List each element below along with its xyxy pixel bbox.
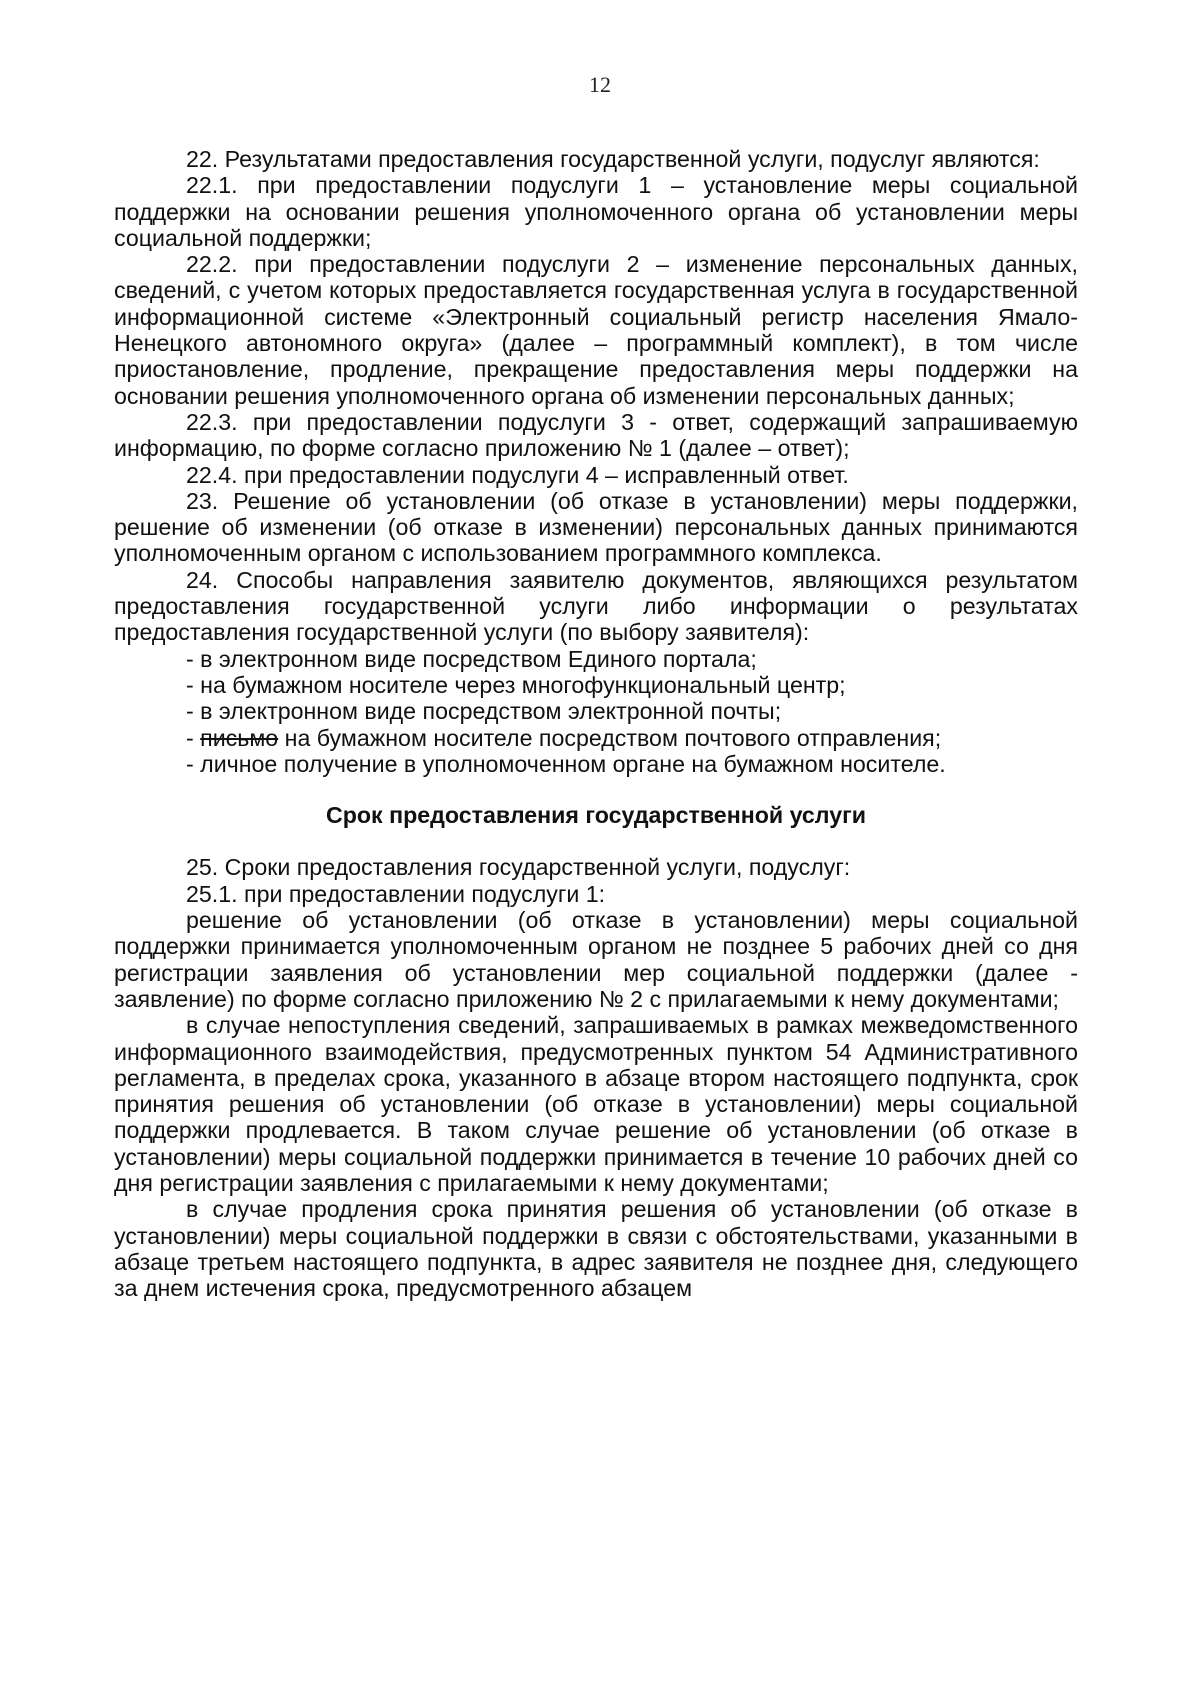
paragraph-23: 23. Решение об установлении (об отказе в установлении) меры поддержки, решение об изменении (об отказе в изменении) персональных данных принимаются уполномоченным органом с использованием программного комплекса. — [114, 487, 1078, 567]
paragraph-22: 22. Результатами предоставления государственной услуги, подуслуг являются: — [186, 146, 1040, 172]
paragraph-25-1-c: в случае продления срока принятия решения об установлении (об отказе в установлении) меры социальной поддержки в связи с обстоятельствами, указанными в абзаце третьем настоящего подпункта, в адрес заявителя не позднее дня, следующего за днем истечения срока, предусмотренного абзацем — [114, 1196, 1078, 1302]
paragraph-22-3: 22.3. при предоставлении подуслуги 3 - ответ, содержащий запрашиваемую информацию, по форме согласно приложению № 1 (далее – ответ); — [114, 408, 1078, 462]
paragraph-22-4: 22.4. при предоставлении подуслуги 4 – исправленный ответ. — [186, 461, 849, 488]
paragraph-25-1-a: решение об установлении (об отказе в установлении) меры социальной поддержки принимается уполномоченным органом не позднее 5 рабочих дней со дня регистрации заявления об установлении мер социальной поддержки (далее - заявление) по форме согласно приложению № 2 с прилагаемыми к нему документами; — [114, 907, 1078, 1012]
struck-text: письмо — [200, 724, 279, 751]
document-body — [114, 146, 1078, 1301]
page-number: 12 — [589, 72, 611, 97]
list-item-prefix: - — [186, 724, 201, 751]
paragraph-25-1: 25.1. при предоставлении подуслуги 1: — [186, 880, 606, 907]
list-item — [114, 725, 1078, 751]
list-item: - в электронном виде посредством электронной почты; — [186, 698, 782, 725]
paragraph-22-1: 22.1. при предоставлении подуслуги 1 – установление меры социальной поддержки на основании решения уполномоченного органа об установлении меры социальной поддержки; — [114, 172, 1078, 251]
section-heading: Срок предоставления государственной услуги — [325, 802, 867, 829]
list-item: - личное получение в уполномоченном органе на бумажном носителе. — [186, 750, 946, 777]
paragraph-24: 24. Способы направления заявителю документов, являющихся результатом предоставления государственной услуги либо информации о результатах предоставления государственной услуги (по выбору заявителя): — [114, 566, 1078, 646]
paragraph-25: 25. Сроки предоставления государственной услуги, подуслуг: — [186, 854, 851, 881]
list-item-text: на бумажном носителе посредством почтового отправления; — [278, 724, 942, 751]
paragraph-22-2: 22.2. при предоставлении подуслуги 2 – изменение персональных данных, сведений, с учетом которых предоставляется государственная услуга в государственной информационной системе «Электронный социальный регистр населения Ямало-Ненецкого автономного округа» (далее – программный комплект), в том числе приостановление, продление, прекращение предоставления меры поддержки на основании решения уполномоченного органа об изменении персональных данных; — [114, 251, 1078, 409]
delivery-methods-list — [114, 646, 1078, 777]
list-item: - на бумажном носителе через многофункциональный центр; — [186, 671, 846, 698]
paragraph-25-1-b: в случае непоступления сведений, запрашиваемых в рамках межведомственного информационного взаимодействия, предусмотренных пунктом 54 Административного регламента, в пределах срока, указанного в абзаце втором настоящего подпункта, срок принятия решения об установлении (об отказе в установлении) меры социальной поддержки продлевается. В таком случае решение об установлении (об отказе в установлении) меры социальной поддержки принимается в течение 10 рабочих дней со дня регистрации заявления с прилагаемыми к нему документами; — [114, 1012, 1078, 1196]
list-item: - в электронном виде посредством Единого портала; — [186, 645, 757, 672]
